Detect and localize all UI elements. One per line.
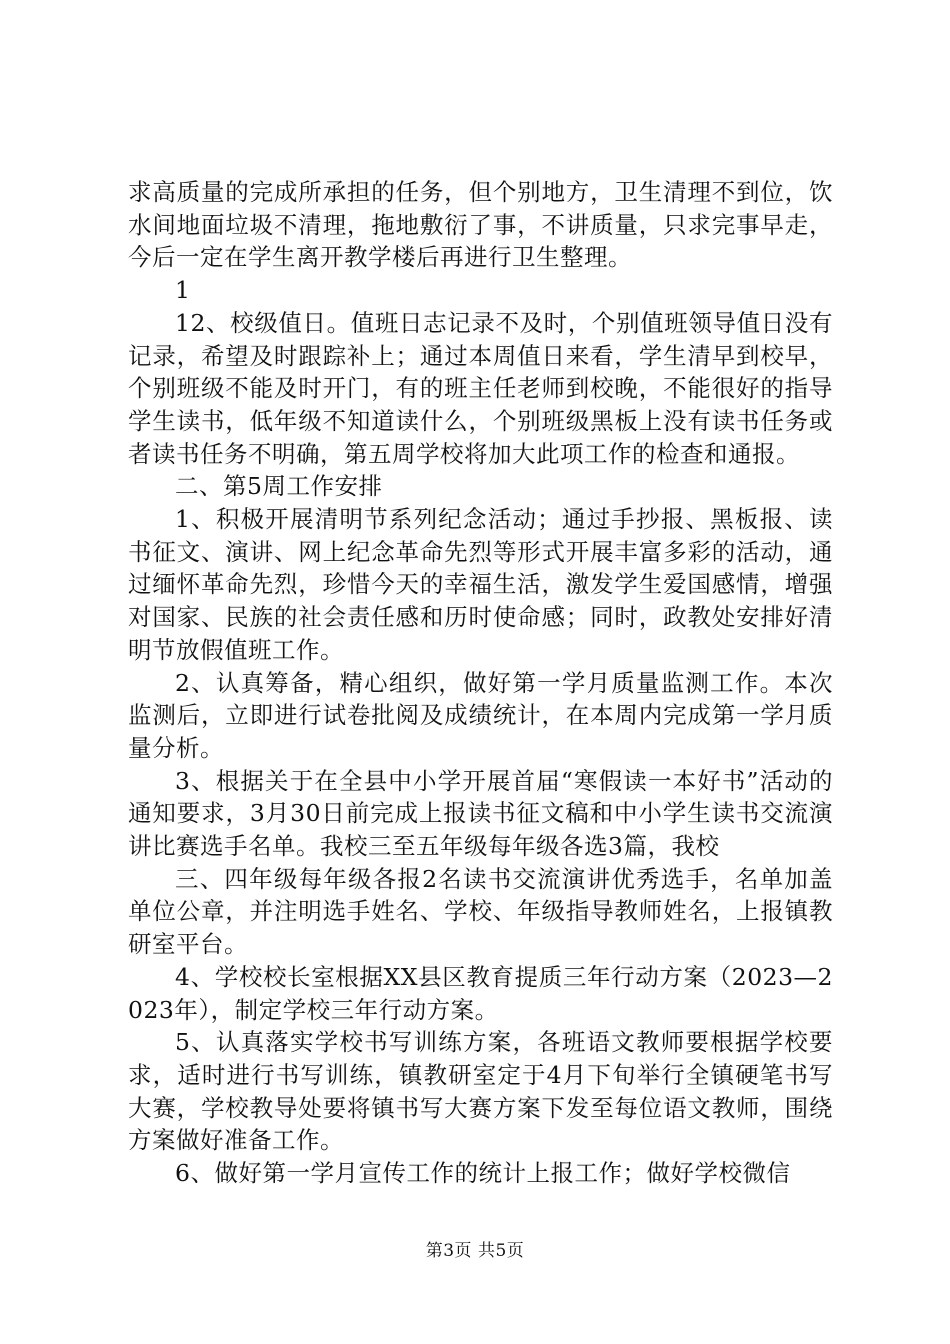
paragraph-item-4: 4、学校校长室根据XX县区教育提质三年行动方案（2023—2023年），制定学校三年行动方案。 (128, 962, 833, 1024)
paragraph-item-3-continued: 三、四年级每年级各报2名读书交流演讲优秀选手，名单加盖单位公章，并注明选手姓名、学校、年级指导教师姓名，上报镇教研室平台。 (128, 864, 833, 959)
paragraph-item-6: 6、做好第一学月宣传工作的统计上报工作；做好学校微信 (175, 1159, 791, 1188)
page-number-label: 第3页 共5页 (425, 1241, 525, 1261)
paragraph-continuation: 求高质量的完成所承担的任务，但个别地方，卫生清理不到位，饮水间地面垃圾不清理，拖地敷衍了事，不讲质量，只求完事早走，今后一定在学生离开教学楼后再进行卫生整理。 (128, 178, 833, 272)
paragraph-item-3: 3、根据关于在全县中小学开展首届“寒假读一本好书”活动的通知要求，3月30日前完成上报读书征文稿和中小学生读书交流演讲比赛选手名单。我校三至五年级每年级各选3篇，我校 (128, 766, 833, 861)
paragraph-item-5: 5、认真落实学校书写训练方案，各班语文教师要根据学校要求，适时进行书写训练，镇教研室定于4月下旬举行全镇硬笔书写大赛，学校教导处要将镇书写大赛方案下发至每位语文教师，围绕方案做好准备工作。 (128, 1028, 833, 1155)
paragraph-page-number-fragment: 1 (175, 276, 191, 305)
paragraph-item-1: 1、积极开展清明节系列纪念活动；通过手抄报、黑板报、读书征文、演讲、网上纪念革命先烈等形式开展丰富多彩的活动，通过缅怀革命先烈，珍惜今天的幸福生活，激发学生爱国感情，增强对国家、民族的社会责任感和历时使命感；同时，政教处安排好清明节放假值班工作。 (128, 505, 833, 664)
section-heading-week5: 二、第5周工作安排 (175, 472, 383, 501)
page-footer (0, 1240, 950, 1262)
paragraph-item-12: 12、校级值日。值班日志记录不及时，个别值班领导值日没有记录，希望及时跟踪补上；通过本周值日来看，学生清早到校早，个别班级不能及时开门，有的班主任老师到校晚，不能很好的指导学生读书，低年级不知道读什么，个别班级黑板上没有读书任务或者读书任务不明确，第五周学校将加大此项工作的检查和通报。 (128, 308, 833, 468)
paragraph-item-2: 2、认真筹备，精心组织，做好第一学月质量监测工作。本次监测后，立即进行试卷批阅及成绩统计，在本周内完成第一学月质量分析。 (128, 668, 833, 762)
document-body (128, 176, 833, 1190)
